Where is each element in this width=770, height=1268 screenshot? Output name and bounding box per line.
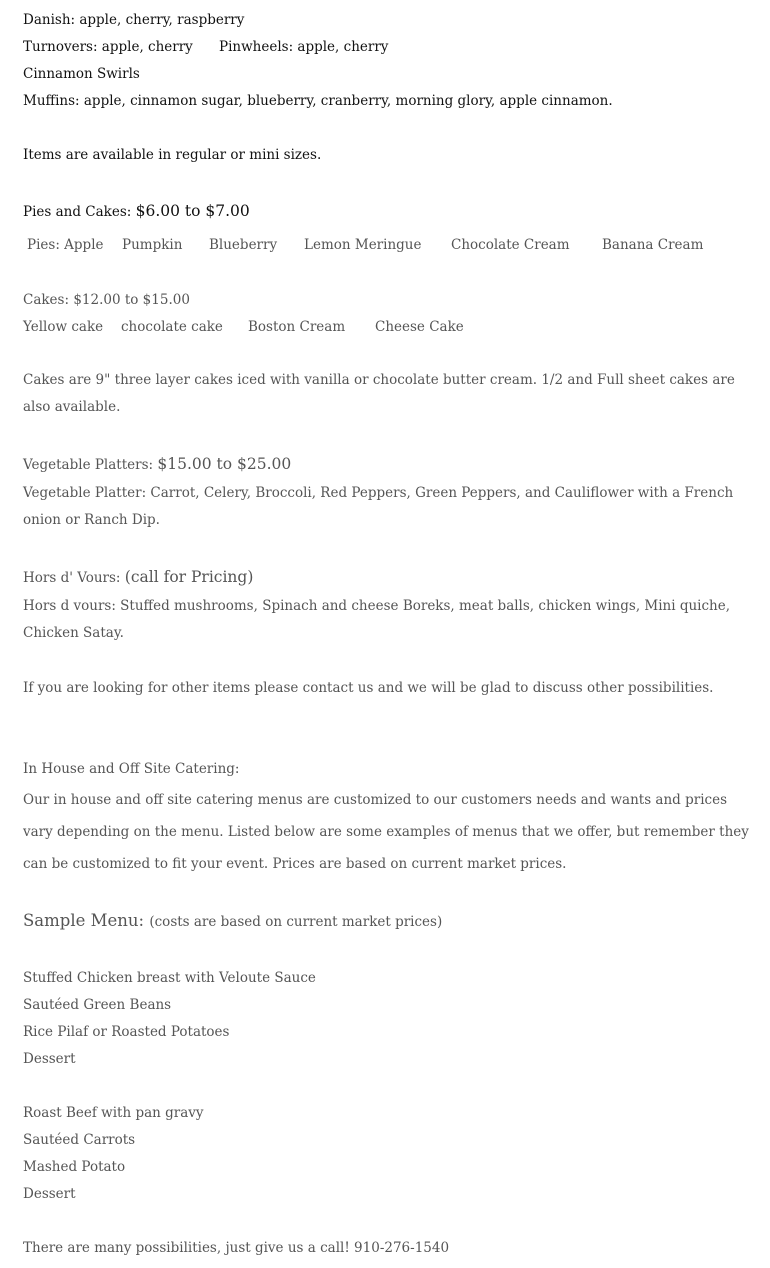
- vegetable-desc: Vegetable Platter: Carrot, Celery, Broccoli, Red Peppers, Green Peppers, and Cauliflower with a French onion or Ranch Dip.: [23, 485, 734, 528]
- vegetable-price: $15.00 to $25.00: [157, 455, 292, 473]
- turnovers-line: Turnovers: apple, cherry: [23, 39, 193, 55]
- pie-item: Banana Cream: [602, 237, 704, 253]
- hors-desc: Hors d vours: Stuffed mushrooms, Spinach and cheese Boreks, meat balls, chicken wings, Mini quiche, Chicken Satay.: [23, 598, 731, 641]
- cinnamon-swirls-line: Cinnamon Swirls: [23, 66, 140, 82]
- pie-item: Blueberry: [209, 237, 278, 253]
- pinwheels-line: Pinwheels: apple, cherry: [219, 39, 389, 55]
- pie-item: Pies: Apple: [27, 237, 104, 253]
- catering-desc: Our in house and off site catering menus are customized to our customers needs and wants and prices vary depending on the menu. Listed below are some examples of menus that we offer, but remember they can be customized to fit your event. Prices are based on current market prices.: [23, 792, 749, 872]
- cake-item: Yellow cake: [23, 319, 104, 335]
- catering-heading: In House and Off Site Catering:: [23, 761, 240, 777]
- pie-item: Pumpkin: [122, 237, 183, 253]
- contact-note: If you are looking for other items please contact us and we will be glad to discuss other possibilities.: [23, 680, 714, 696]
- hors-label: Hors d' Vours:: [23, 570, 125, 586]
- hors-price: (call for Pricing): [124, 568, 254, 586]
- closing-line: There are many possibilities, just give us a call! 910-276-1540: [23, 1240, 450, 1256]
- menu-item: Sautéed Carrots: [23, 1132, 136, 1148]
- sample-menu-note: (costs are based on current market prices): [149, 914, 443, 930]
- menu-item: Stuffed Chicken breast with Veloute Sauce: [23, 970, 316, 986]
- pies-cakes-price: $6.00 to $7.00: [135, 202, 250, 220]
- menu-item: Roast Beef with pan gravy: [23, 1105, 204, 1121]
- cake-item: chocolate cake: [121, 319, 223, 335]
- sizes-note: Items are available in regular or mini sizes.: [23, 147, 322, 163]
- vegetable-heading: [23, 455, 291, 474]
- menu-item: Sautéed Green Beans: [23, 997, 172, 1013]
- cake-item: Boston Cream: [248, 319, 346, 335]
- menu-item: Dessert: [23, 1186, 76, 1202]
- sample-menu-heading: [23, 912, 442, 931]
- pies-cakes-label: Pies and Cakes:: [23, 204, 136, 220]
- cakes-price-line: Cakes: $12.00 to $15.00: [23, 292, 190, 308]
- pie-item: Lemon Meringue: [304, 237, 422, 253]
- muffins-line: Muffins: apple, cinnamon sugar, blueberry, cranberry, morning glory, apple cinnamon.: [23, 93, 613, 109]
- menu-item: Mashed Potato: [23, 1159, 126, 1175]
- danish-line: Danish: apple, cherry, raspberry: [23, 12, 245, 28]
- vegetable-label: Vegetable Platters:: [23, 457, 158, 473]
- cakes-note: Cakes are 9" three layer cakes iced with vanilla or chocolate butter cream. 1/2 and Full sheet cakes are also available.: [23, 372, 735, 415]
- pie-item: Chocolate Cream: [451, 237, 570, 253]
- menu-item: Rice Pilaf or Roasted Potatoes: [23, 1024, 230, 1040]
- pies-cakes-heading: [23, 202, 250, 221]
- hors-heading: [23, 568, 253, 587]
- cake-item: Cheese Cake: [375, 319, 464, 335]
- menu-item: Dessert: [23, 1051, 76, 1067]
- sample-menu-label: Sample Menu:: [23, 911, 150, 930]
